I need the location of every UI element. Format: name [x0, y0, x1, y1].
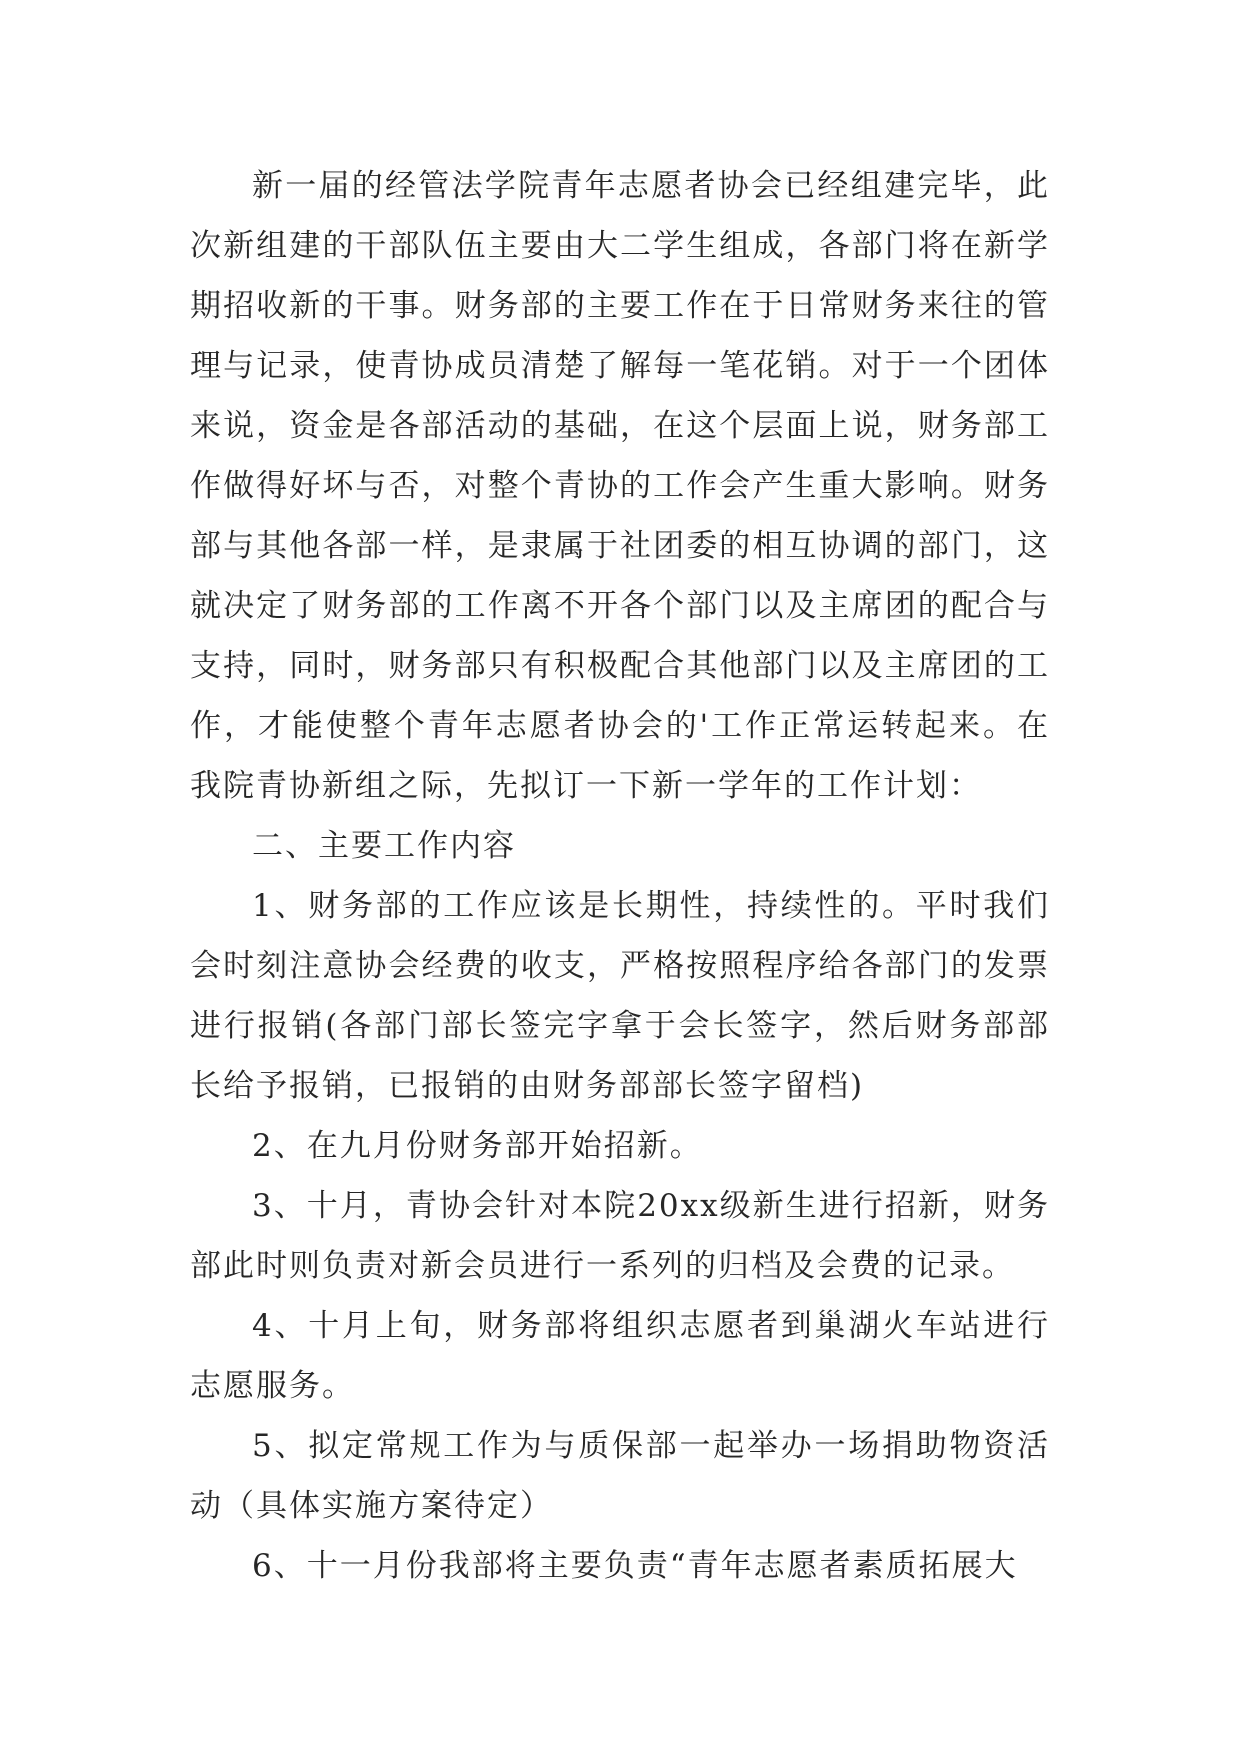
- list-item-5: 5、拟定常规工作为与质保部一起举办一场捐助物资活动（具体实施方案待定）: [190, 1428, 1050, 1524]
- list-item-3: 3、十月，青协会针对本院20xx级新生进行招新，财务部此时则负责对新会员进行一系列的归档及会费的记录。: [190, 1188, 1050, 1284]
- document-body: [190, 156, 1050, 1596]
- list-item-1: 1、财务部的工作应该是长期性，持续性的。平时我们会时刻注意协会经费的收支，严格按照程序给各部门的发票进行报销(各部门部长签完字拿于会长签字，然后财务部部长给予报销，已报销的由财务部部长签字留档): [190, 888, 1050, 1104]
- list-item-4: 4、十月上旬，财务部将组织志愿者到巢湖火车站进行志愿服务。: [190, 1308, 1050, 1404]
- list-item-2: 2、在九月份财务部开始招新。: [252, 1128, 703, 1164]
- paragraph-intro: 新一届的经管法学院青年志愿者协会已经组建完毕，此次新组建的干部队伍主要由大二学生组成，各部门将在新学期招收新的干事。财务部的主要工作在于日常财务来往的管理与记录，使青协成员清楚了解每一笔花销。对于一个团体来说，资金是各部活动的基础，在这个层面上说，财务部工作做得好坏与否，对整个青协的工作会产生重大影响。财务部与其他各部一样，是隶属于社团委的相互协调的部门，这就决定了财务部的工作离不开各个部门以及主席团的配合与支持，同时，财务部只有积极配合其他部门以及主席团的工作，才能使整个青年志愿者协会的'工作正常运转起来。在我院青协新组之际，先拟订一下新一学年的工作计划：: [190, 168, 1050, 804]
- section-heading-main-work: 二、主要工作内容: [252, 828, 516, 864]
- list-item-6: 6、十一月份我部将主要负责“青年志愿者素质拓展大: [252, 1548, 1018, 1584]
